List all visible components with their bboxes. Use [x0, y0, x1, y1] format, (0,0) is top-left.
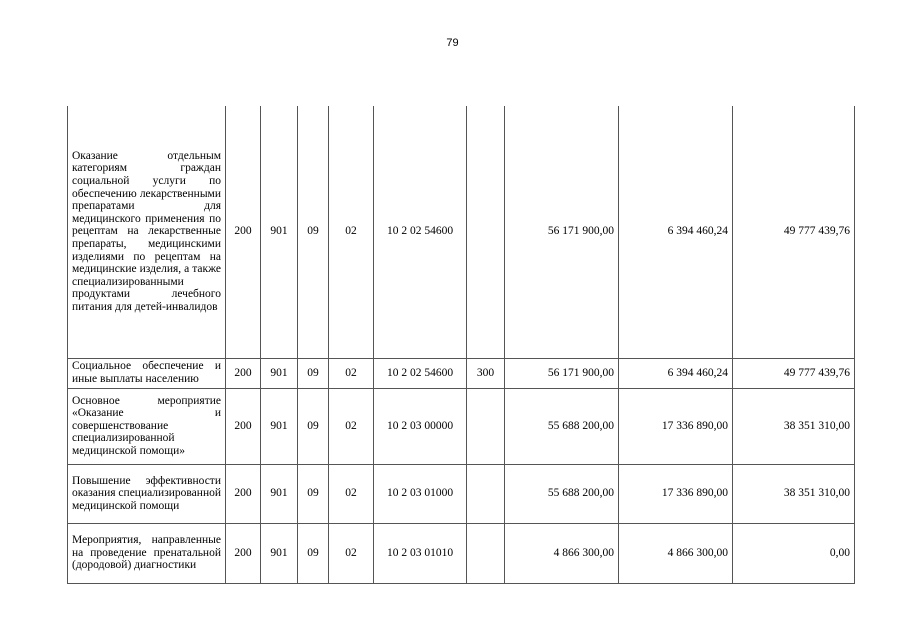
table-row — [68, 523, 855, 583]
ministry-cell: 901 — [261, 358, 298, 388]
page-number: 79 — [446, 37, 459, 49]
plan-cell: 56 171 900,00 — [505, 106, 619, 358]
ministry-cell: 901 — [261, 464, 298, 523]
exp-type-cell — [467, 464, 505, 523]
target-cell: 10 2 02 54600 — [374, 106, 467, 358]
budget-table — [67, 106, 855, 584]
subsection-cell: 02 — [329, 388, 374, 464]
section-cell: 09 — [298, 106, 329, 358]
target-cell: 10 2 02 54600 — [374, 358, 467, 388]
subsection-cell: 02 — [329, 464, 374, 523]
code-cell: 200 — [226, 523, 261, 583]
code-cell: 200 — [226, 388, 261, 464]
plan-cell: 56 171 900,00 — [505, 358, 619, 388]
subsection-cell: 02 — [329, 523, 374, 583]
remainder-cell: 49 777 439,76 — [733, 106, 855, 358]
plan-cell: 4 866 300,00 — [505, 523, 619, 583]
plan-cell: 55 688 200,00 — [505, 464, 619, 523]
table-row — [68, 358, 855, 388]
exp-type-cell: 300 — [467, 358, 505, 388]
table-row — [68, 106, 855, 358]
plan-cell: 55 688 200,00 — [505, 388, 619, 464]
remainder-cell: 38 351 310,00 — [733, 464, 855, 523]
subsection-cell: 02 — [329, 358, 374, 388]
target-cell: 10 2 03 01010 — [374, 523, 467, 583]
row-name-cell: Повышение эффективности оказания специализированной медицинской помощи — [68, 464, 226, 523]
row-name-cell: Мероприятия, направленные на проведение пренатальной (дородовой) диагностики — [68, 523, 226, 583]
row-name-cell: Оказание отдельным категориям граждан социальной услуги по обеспечению лекарственными препаратами для медицинского применения по рецептам на лекарственные препараты, медицинскими изделиями по рецептам на медицинские изделия, а также специализированными продуктами лечебного питания для детей-инвалидов — [68, 106, 226, 358]
remainder-cell: 0,00 — [733, 523, 855, 583]
code-cell: 200 — [226, 464, 261, 523]
remainder-cell: 49 777 439,76 — [733, 358, 855, 388]
table-row — [68, 464, 855, 523]
executed-cell: 4 866 300,00 — [619, 523, 733, 583]
section-cell: 09 — [298, 358, 329, 388]
exp-type-cell — [467, 106, 505, 358]
section-cell: 09 — [298, 464, 329, 523]
target-cell: 10 2 03 00000 — [374, 388, 467, 464]
subsection-cell: 02 — [329, 106, 374, 358]
target-cell: 10 2 03 01000 — [374, 464, 467, 523]
ministry-cell: 901 — [261, 388, 298, 464]
ministry-cell: 901 — [261, 523, 298, 583]
remainder-cell: 38 351 310,00 — [733, 388, 855, 464]
exp-type-cell — [467, 523, 505, 583]
exp-type-cell — [467, 388, 505, 464]
section-cell: 09 — [298, 523, 329, 583]
code-cell: 200 — [226, 106, 261, 358]
executed-cell: 6 394 460,24 — [619, 106, 733, 358]
row-name-cell: Социальное обеспечение и иные выплаты населению — [68, 358, 226, 388]
section-cell: 09 — [298, 388, 329, 464]
row-name-cell: Основное мероприятие «Оказание и совершенствование специализированной медицинской помощи» — [68, 388, 226, 464]
executed-cell: 17 336 890,00 — [619, 464, 733, 523]
executed-cell: 6 394 460,24 — [619, 358, 733, 388]
executed-cell: 17 336 890,00 — [619, 388, 733, 464]
table-row — [68, 388, 855, 464]
ministry-cell: 901 — [261, 106, 298, 358]
code-cell: 200 — [226, 358, 261, 388]
